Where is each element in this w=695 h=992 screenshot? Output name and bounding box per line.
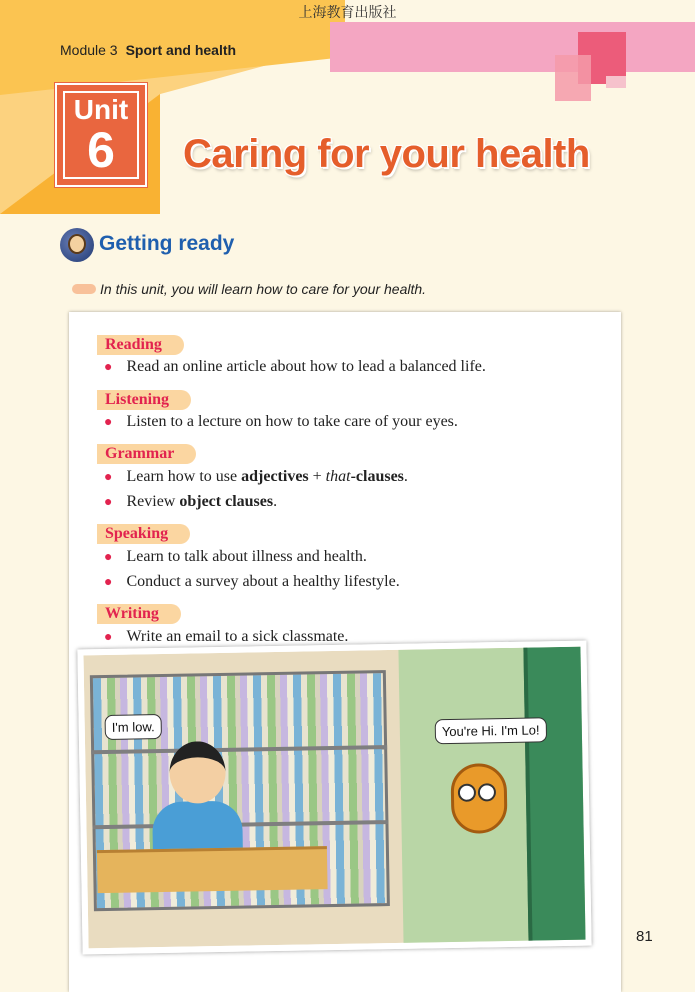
page-number: 81	[636, 928, 653, 945]
unit-badge	[55, 83, 147, 187]
objective-item	[104, 548, 367, 566]
objective-item	[104, 413, 458, 431]
unit-badge-inner	[63, 91, 139, 179]
intro-text: In this unit, you will learn how to care for your health.	[100, 281, 427, 297]
objective-text: .	[273, 493, 278, 510]
objective-term: object clauses	[179, 493, 274, 510]
robot-image	[450, 763, 507, 834]
objective-text: .	[403, 468, 408, 485]
section-label-reading: Reading	[97, 335, 184, 355]
section-label-listening: Listening	[97, 390, 191, 410]
objective-text: Read an online article about how to lead a balanced life.	[126, 358, 486, 375]
getting-ready-icon	[60, 228, 94, 262]
module-heading	[60, 42, 236, 58]
bullet-icon: ●	[104, 630, 113, 645]
section-label-grammar: Grammar	[97, 444, 196, 464]
objective-item	[104, 628, 348, 646]
illustration-frame	[77, 641, 591, 955]
objective-term: -clauses	[350, 468, 404, 485]
module-label: Module 3	[60, 42, 118, 58]
desk-image	[97, 846, 328, 893]
intro-marker	[72, 284, 96, 294]
bullet-icon: ●	[104, 575, 113, 590]
objective-text: Review	[126, 493, 180, 510]
unit-number: 6	[87, 122, 115, 178]
objective-term: adjectives	[241, 468, 309, 485]
objective-item	[104, 358, 486, 376]
objective-item	[104, 493, 277, 511]
objective-item	[104, 468, 408, 486]
bullet-icon: ●	[104, 360, 113, 375]
bullet-icon: ●	[104, 495, 113, 510]
header-pink-band	[330, 22, 695, 72]
objective-text: Learn to talk about illness and health.	[126, 548, 367, 565]
library-scene	[83, 647, 585, 949]
unit-word: Unit	[73, 94, 129, 125]
objective-text: Conduct a survey about a healthy lifestyle.	[126, 573, 400, 590]
section-label-writing: Writing	[97, 604, 181, 624]
bullet-icon: ●	[104, 415, 113, 430]
speech-bubble-robot: You're Hi. I'm Lo!	[435, 717, 547, 744]
module-topic: Sport and health	[125, 42, 237, 58]
bullet-icon: ●	[104, 470, 113, 485]
objective-term-italic: that	[325, 468, 351, 485]
header-pink-square-3	[606, 76, 626, 88]
objective-text: +	[308, 468, 326, 485]
section-label-speaking: Speaking	[97, 524, 190, 544]
getting-ready-title: Getting ready	[99, 232, 235, 255]
objective-text: Learn how to use	[126, 468, 242, 485]
header-pink-square-2	[555, 55, 591, 101]
publisher-name: 上海教育出版社	[298, 5, 397, 21]
objective-text: Write an email to a sick classmate.	[126, 628, 349, 645]
bullet-icon: ●	[104, 550, 113, 565]
door-image	[523, 646, 591, 947]
unit-title: Caring for your health	[183, 132, 590, 176]
objective-text: Listen to a lecture on how to take care of your eyes.	[126, 413, 458, 430]
objective-item	[104, 573, 400, 591]
speech-bubble-boy: I'm low.	[105, 714, 162, 740]
